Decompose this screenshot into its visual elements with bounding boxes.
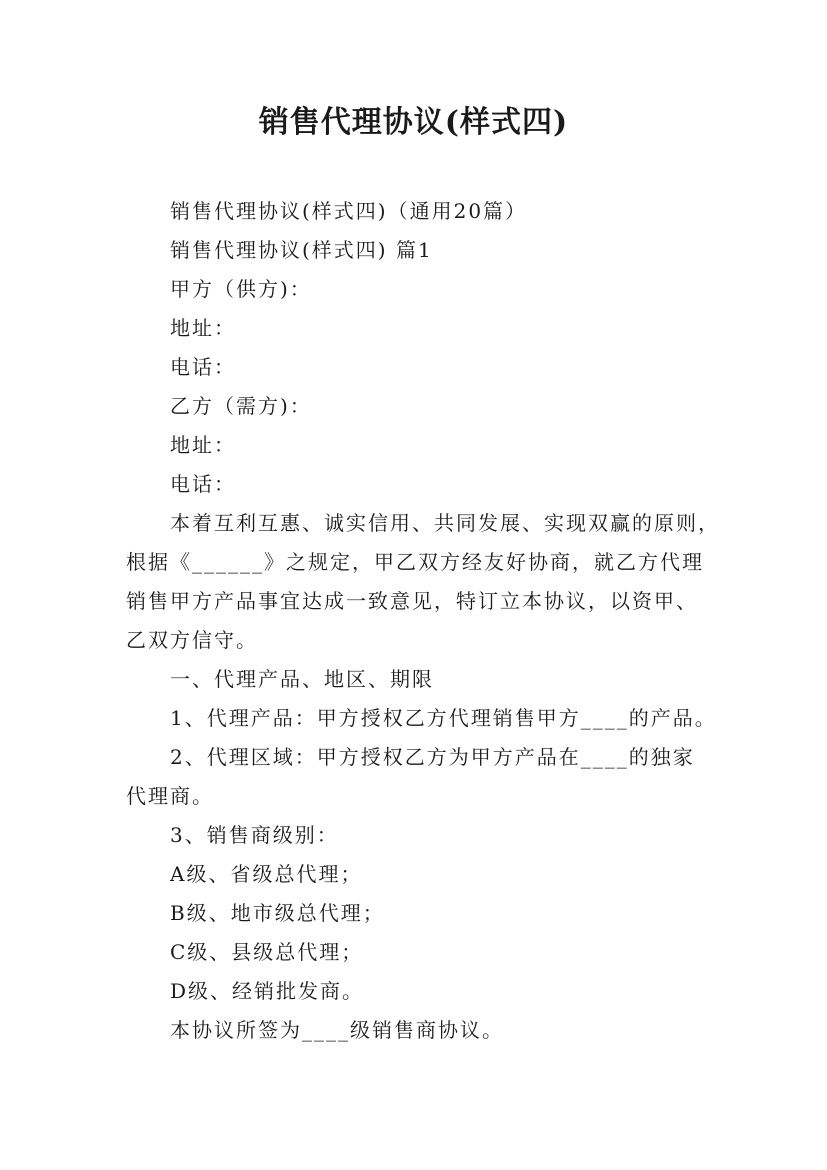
agreement-level-line: 本协议所签为____级销售商协议。 <box>170 1018 504 1042</box>
party-a-label: 甲方（供方)： <box>170 277 312 301</box>
level-b: B级、地市级总代理； <box>170 901 385 925</box>
doc-heading-line: 销售代理协议(样式四)（通用20篇） <box>170 199 528 223</box>
level-c: C级、县级总代理； <box>170 940 364 964</box>
party-b-address: 地址： <box>170 433 236 457</box>
party-a-phone: 电话： <box>170 355 236 379</box>
party-b-phone: 电话： <box>170 472 236 496</box>
clause-2-line-2: 代理商。 <box>126 784 214 808</box>
level-d: D级、经销批发商。 <box>170 979 365 1003</box>
section-heading: 一、代理产品、地区、期限 <box>170 667 434 691</box>
preamble-line-3: 销售甲方产品事宜达成一致意见，特订立本协议，以资甲、 <box>126 589 698 613</box>
party-b-label: 乙方（需方)： <box>170 394 312 418</box>
preamble-line-4: 乙双方信守。 <box>126 628 258 652</box>
party-a-address: 地址： <box>170 316 236 340</box>
clause-2-line-1: 2、代理区域：甲方授权乙方为甲方产品在____的独家 <box>170 745 695 769</box>
preamble-line-2: 根据《______》之规定，甲乙双方经友好协商，就乙方代理 <box>126 550 704 574</box>
clause-3: 3、销售商级别： <box>170 823 339 847</box>
clause-1: 1、代理产品：甲方授权乙方代理销售甲方____的产品。 <box>170 706 717 730</box>
doc-section-line: 销售代理协议(样式四) 篇1 <box>170 238 433 262</box>
preamble-line-1: 本着互利互惠、诚实信用、共同发展、实现双赢的原则， <box>170 511 720 535</box>
document-body <box>126 192 720 1050</box>
level-a: A级、省级总代理； <box>170 862 363 886</box>
document-title: 销售代理协议(样式四) <box>258 105 569 140</box>
